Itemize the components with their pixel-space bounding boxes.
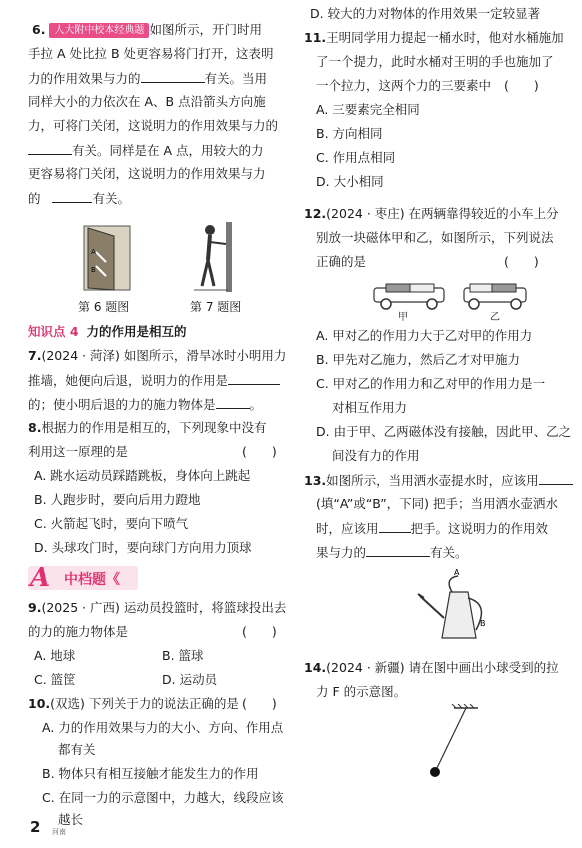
question-11-line-2: 了一个提力，此时水桶对王明的手也施加了 xyxy=(316,54,554,69)
option-a[interactable]: A. 三要素完全相同 xyxy=(316,102,420,117)
text: 有关。同样是在 A 点，用较大的力 xyxy=(72,143,264,158)
text: (2024 · 菏泽) 如图所示，滑旱冰时小明用力 xyxy=(41,348,287,363)
figure-6-caption: 第 6 题图 xyxy=(78,300,130,314)
option-a-cont: 都有关 xyxy=(58,742,96,757)
text: 有关。当用 xyxy=(204,71,268,86)
option-b[interactable]: B. 篮球 xyxy=(162,648,204,663)
option-b[interactable]: B. 物体只有相互接触才能发生力的作用 xyxy=(42,766,259,781)
answer-paren[interactable]: ( ) xyxy=(242,696,277,711)
knowledge-point-title: 力的作用是相互的 xyxy=(86,324,187,339)
question-number: 13. xyxy=(304,473,327,488)
answer-blank[interactable] xyxy=(28,142,72,155)
answer-blank[interactable] xyxy=(52,190,92,203)
page-number: 2 xyxy=(30,818,41,836)
answer-paren[interactable]: ( ) xyxy=(504,78,539,93)
question-6-line-2: 手拉 A 处比拉 B 处更容易将门打开，这表明 xyxy=(28,46,274,61)
text: 的 xyxy=(28,191,41,206)
page-region-label: 河南 xyxy=(52,828,66,836)
text: 的；使小明后退的力的施力物体是 xyxy=(28,397,216,412)
question-number: 10. xyxy=(28,696,51,711)
question-10-line-1 xyxy=(28,696,239,712)
handle-a-label: A xyxy=(454,568,460,577)
svg-text:B: B xyxy=(91,266,96,274)
question-number: 7. xyxy=(28,348,42,363)
option-d-cont: 间没有力的作用 xyxy=(332,448,420,463)
handle-b-label: B xyxy=(480,619,486,628)
question-7-line-3 xyxy=(28,396,262,413)
door-figure xyxy=(78,222,138,294)
text: 推墙，她便向后退，说明力的作用是 xyxy=(28,373,229,388)
text: 时，应该用 xyxy=(316,521,379,536)
text: 如图所示，当用洒水壶提水时，应该用 xyxy=(326,473,539,488)
option-c[interactable]: C. 甲对乙的作用力和乙对甲的作用力是一 xyxy=(316,376,546,391)
question-number: 6. xyxy=(32,22,46,37)
question-13-line-3 xyxy=(316,520,548,537)
text: 力的作用效果与力的 xyxy=(28,71,141,86)
option-c-cont: 对相互作用力 xyxy=(332,400,408,415)
question-7-line-2 xyxy=(28,372,280,389)
text: (双选) 下列关于力的说法正确的是 xyxy=(50,696,239,711)
question-6-line-4: 同样大小的力依次在 A、B 点沿箭头方向施 xyxy=(28,94,266,109)
skater-figure xyxy=(188,220,238,294)
answer-blank[interactable] xyxy=(141,70,205,83)
svg-text:A: A xyxy=(91,248,96,256)
question-9-line-1 xyxy=(28,600,286,616)
pendulum-figure xyxy=(420,704,490,778)
option-b[interactable]: B. 方向相同 xyxy=(316,126,383,141)
question-7-line-1 xyxy=(28,348,286,364)
question-12-line-1 xyxy=(304,206,559,222)
question-6-line-8 xyxy=(28,190,130,207)
banner-letter: A xyxy=(30,563,51,593)
question-8-line-1 xyxy=(28,420,266,436)
answer-blank[interactable] xyxy=(216,396,250,409)
option-c[interactable]: C. 作用点相同 xyxy=(316,150,396,165)
text: 如图所示，开门时用 xyxy=(149,22,262,37)
answer-paren[interactable]: ( ) xyxy=(504,254,539,269)
option-a[interactable]: A. 地球 xyxy=(34,648,76,663)
question-8-line-2 xyxy=(28,444,128,460)
text: 根据力的作用是相互的，下列现象中没有 xyxy=(41,420,267,435)
question-11-line-1 xyxy=(304,30,564,46)
text: 。 xyxy=(249,397,263,412)
question-14-line-2: 力 F 的示意图。 xyxy=(316,684,407,699)
source-tag: 人大附中校本经典题 xyxy=(49,23,149,38)
question-12-line-2: 别放一块磁体甲和乙，如图所示，下列说法 xyxy=(316,230,554,245)
text: 有关。 xyxy=(92,191,130,206)
question-6-line-1 xyxy=(32,22,262,38)
option-a[interactable]: A. 甲对乙的作用力大于乙对甲的作用力 xyxy=(316,328,533,343)
question-6-line-3 xyxy=(28,70,267,87)
knowledge-point-label: 知识点 4 xyxy=(28,324,79,339)
label-jia: 甲 xyxy=(398,312,408,323)
watering-can-figure xyxy=(414,568,504,644)
question-number: 12. xyxy=(304,206,327,221)
figure-7-caption: 第 7 题图 xyxy=(190,300,242,314)
option-b[interactable]: B. 人跑步时，要向后用力蹬地 xyxy=(34,492,201,507)
text: (2024 · 新疆) 请在图中画出小球受到的拉 xyxy=(326,660,559,675)
option-d[interactable]: D. 运动员 xyxy=(162,672,218,687)
answer-blank[interactable] xyxy=(366,544,430,557)
option-d[interactable]: D. 由于甲、乙两磁体没有接触，因此甲、乙之 xyxy=(316,424,572,439)
answer-paren[interactable]: ( ) xyxy=(242,624,277,639)
question-6-line-5: 力，可将门关闭，这说明力的作用效果与力的 xyxy=(28,118,279,133)
text: (2024 · 枣庄) 在两辆靠得较近的小车上分 xyxy=(326,206,559,221)
question-number: 9. xyxy=(28,600,42,615)
option-c[interactable]: C. 篮筐 xyxy=(34,672,76,687)
question-11-line-3: 一个拉力，这两个力的三要素中 xyxy=(316,78,492,93)
option-d[interactable]: D. 大小相同 xyxy=(316,174,384,189)
question-number: 8. xyxy=(28,420,42,435)
option-a[interactable]: A. 力的作用效果与力的大小、方向、作用点 xyxy=(42,720,284,735)
question-number: 14. xyxy=(304,660,327,675)
question-13-line-4 xyxy=(316,544,468,561)
magnet-carts-figure xyxy=(372,280,532,324)
option-c[interactable]: C. 在同一力的示意图中，力越大，线段应该 xyxy=(42,790,284,805)
question-9-line-2: 的力的施力物体是 xyxy=(28,624,129,639)
question-13-line-1 xyxy=(304,472,573,489)
text: 把手。这说明力的作用效 xyxy=(410,521,549,536)
option-c[interactable]: C. 火箭起飞时，要向下喷气 xyxy=(34,516,189,531)
question-number: 11. xyxy=(304,30,327,45)
question-10-option-d[interactable]: D. 较大的力对物体的作用效果一定较显著 xyxy=(310,6,541,21)
answer-paren[interactable]: ( ) xyxy=(242,444,277,459)
text: (2025 · 广西) 运动员投篮时，将篮球投出去 xyxy=(41,600,287,615)
label-yi: 乙 xyxy=(490,312,500,323)
question-6-line-6 xyxy=(28,142,264,159)
text: 王明同学用力提起一桶水时，他对水桶施加 xyxy=(326,30,564,45)
question-6-line-7: 更容易将门关闭，这说明力的作用效果与力 xyxy=(28,166,266,181)
option-d[interactable]: D. 头球攻门时，要向球门方向用力顶球 xyxy=(34,540,252,555)
question-14-line-1 xyxy=(304,660,559,676)
knowledge-point-heading xyxy=(28,324,187,340)
question-13-line-2: (填“A”或“B”，下同) 把手；当用洒水壶洒水 xyxy=(316,496,559,511)
option-c-cont: 越长 xyxy=(58,812,84,827)
difficulty-banner xyxy=(28,563,138,593)
option-b[interactable]: B. 甲先对乙施力，然后乙才对甲施力 xyxy=(316,352,521,367)
question-12-line-3: 正确的是 xyxy=(316,254,367,269)
text: 果与力的 xyxy=(316,545,367,560)
text: 有关。 xyxy=(430,545,468,560)
text: 利用这一原理的是 xyxy=(28,444,129,459)
banner-title: 中档题《 xyxy=(64,572,120,588)
option-a[interactable]: A. 跳水运动员踩踏跳板，身体向上跳起 xyxy=(34,468,251,483)
ball xyxy=(430,767,440,777)
answer-blank[interactable] xyxy=(539,472,573,485)
answer-blank[interactable] xyxy=(228,372,280,385)
answer-blank[interactable] xyxy=(379,520,411,533)
